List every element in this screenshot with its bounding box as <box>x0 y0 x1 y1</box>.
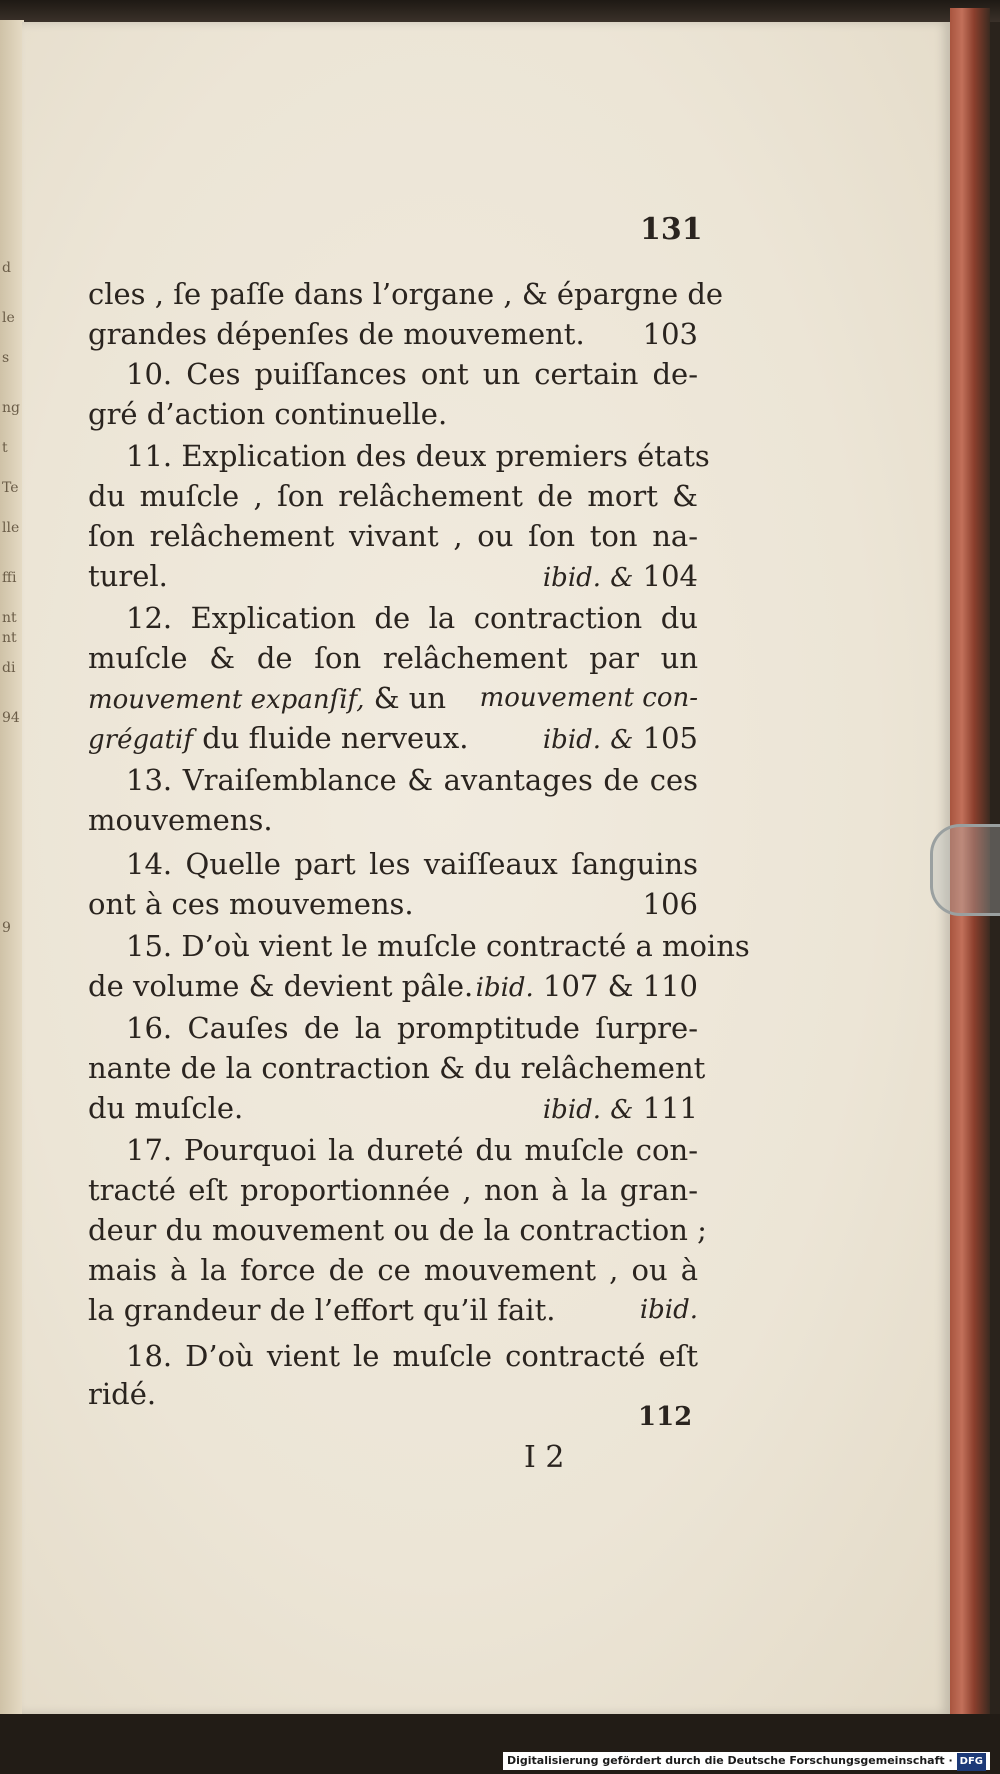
top-strip <box>0 0 1000 22</box>
text-line: gré d’action continuelle. <box>88 397 448 431</box>
previous-page-edge <box>0 20 24 1720</box>
catchword: 112 <box>638 1402 693 1432</box>
text-line: du muſcle , ſon relâchement de mort & <box>88 479 698 513</box>
text-line: nante de la contraction & du relâchement <box>88 1051 706 1085</box>
bookmark-clip <box>930 824 1000 916</box>
margin-fragment: t <box>2 440 8 456</box>
text-line: 13. Vraiſemblance & avantages de ces <box>126 763 698 797</box>
text-line <box>88 314 698 354</box>
margin-fragment: 9 <box>2 920 11 936</box>
text-line: muſcle & de ſon relâchement par un <box>88 641 698 675</box>
line-text: ont à ces mouvemens. <box>88 887 414 921</box>
text-line <box>88 556 698 596</box>
text-line <box>88 1290 698 1330</box>
text-line <box>88 884 698 924</box>
margin-fragment: ng <box>2 400 20 416</box>
page-ref: 103 <box>642 317 698 351</box>
credit-text: Digitalisierung gefördert durch die Deutsche Forschungsgemeinschaft · <box>506 1754 953 1767</box>
line-text: la grandeur de l’effort qu’il fait. <box>88 1293 556 1327</box>
page-ref: ibid. 107 & 110 <box>475 969 698 1003</box>
line-text: du muſcle. <box>88 1091 244 1125</box>
page-number: 131 <box>640 212 703 247</box>
margin-fragment: 94 <box>2 710 20 726</box>
text-line: mais à la force de ce mouvement , ou à <box>88 1253 698 1287</box>
page-ref: ibid. & 111 <box>542 1091 698 1125</box>
text-line: 12. Explication de la contraction du <box>126 601 698 635</box>
page-ref: 106 <box>642 887 698 921</box>
text-line: 15. D’où vient le muſcle contracté a moins <box>126 929 750 963</box>
line-text-italic: mouvement expanſif, <box>88 685 365 715</box>
text-line: 18. D’où vient le muſcle contracté eſt <box>126 1339 698 1373</box>
line-text: & un <box>373 681 447 715</box>
text-line: tracté eſt proportionnée , non à la gran- <box>88 1173 698 1207</box>
text-line: 10. Ces puiſſances ont un certain de- <box>126 357 698 391</box>
margin-fragment: nt <box>2 610 17 626</box>
dfg-logo: DFG <box>957 1753 986 1771</box>
margin-fragment: lle <box>2 520 20 536</box>
line-text: turel. <box>88 559 168 593</box>
margin-fragment: le <box>2 310 15 326</box>
text-line <box>88 1088 698 1128</box>
page-ref: ibid. & 105 <box>542 721 698 755</box>
margin-fragment: Te <box>2 480 19 496</box>
text-line: deur du mouvement ou de la contraction ; <box>88 1213 707 1247</box>
margin-fragment: d <box>2 260 11 276</box>
page-ref: ibid. & 104 <box>542 559 698 593</box>
text-line: mouvemens. <box>88 803 273 837</box>
margin-fragment: nt <box>2 630 17 646</box>
text-line <box>88 966 698 1006</box>
text-line: ridé. <box>88 1377 157 1411</box>
page-ref: ibid. <box>639 1295 698 1325</box>
text-line: 11. Explication des deux premiers états <box>126 439 710 473</box>
line-text-italic: mouvement con- <box>479 683 698 713</box>
margin-fragment: ffi <box>2 570 17 586</box>
line-text: grandes dépenſes de mouvement. <box>88 317 585 351</box>
line-text: de volume & devient pâle. <box>88 969 474 1003</box>
digitization-credit <box>503 1752 990 1770</box>
margin-fragment: di <box>2 660 16 676</box>
line-text: du fluide nerveux. <box>202 721 469 755</box>
text-line <box>88 678 698 718</box>
signature-mark: I 2 <box>524 1440 565 1475</box>
text-line: ſon relâchement vivant , ou ſon ton na- <box>88 519 698 553</box>
text-line: 14. Quelle part les vaiſſeaux ſanguins <box>126 847 698 881</box>
text-line: 17. Pourquoi la dureté du muſcle con- <box>126 1133 698 1167</box>
line-text-italic: grégatif <box>88 725 193 755</box>
margin-fragment: s <box>2 350 10 366</box>
text-line <box>88 718 698 758</box>
text-line: cles , ſe paſſe dans l’organe , & épargne de <box>88 277 724 311</box>
text-line: 16. Cauſes de la promptitude ſurpre- <box>126 1011 698 1045</box>
